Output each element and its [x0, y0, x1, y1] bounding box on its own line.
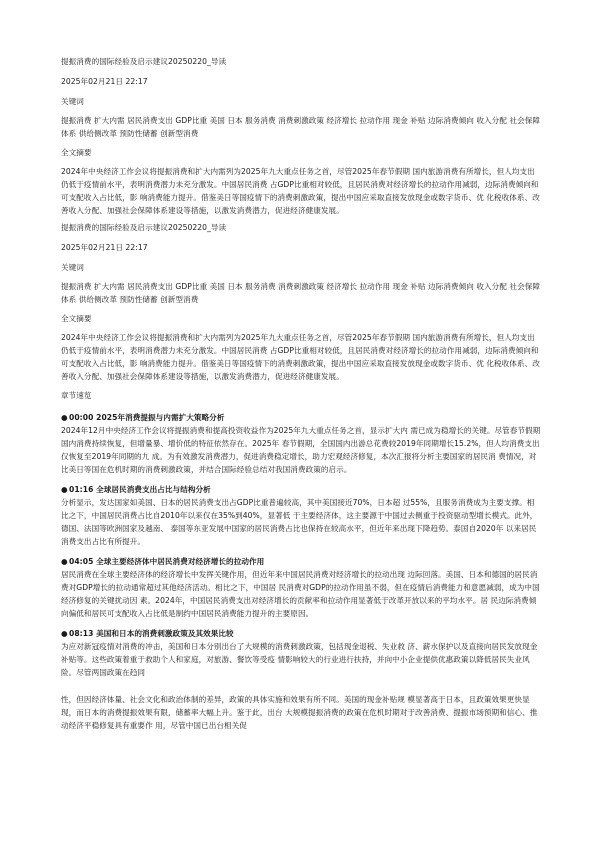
summary-label: 全文摘要 [61, 148, 92, 157]
keywords-text: 提振消费 扩大内需 居民消费支出 GDP比重 美国 日本 服务消费 消费刺激政策 经济增长 拉动作用 现金 补贴 边际消费倾向 收入分配 社会保障体系 供给侧改革 预防性储蓄 创新型消费 [61, 282, 540, 304]
bullet-icon: ● [61, 629, 68, 638]
section-2 [61, 221, 541, 383]
bullet-icon: ● [61, 557, 68, 566]
chapter-title: 08:13 美国和日本的消费刺激政策及其效果比较 [69, 629, 234, 638]
page-break-gap [61, 686, 541, 693]
bullet-icon: ● [61, 485, 68, 494]
chapter-body: 2024年12月中央经济工作会议将提振消费和提高投资收益作为2025年九大重点任务之首，显示扩大内 需已成为稳增长的关键。尽管春节假期国内消费持续恢复，但增量暴、增价低的特征依然存在。2025年 春节假期，全国国内出游总花费较2019年同期增长15.2%，但人均消费支出仅恢复至2019年同期的九 成。为有效激发消费潜力，促进消费稳定增长，助力宏观经济修复，本次汇报将分析主要国家的居民消 费情况，对比美日等国在危机时期的消费刺激政策，并结合国际经验总结对我国消费政策的启示。 [61, 426, 541, 474]
chapter-body: 分析显示，发达国家如美国、日本的居民消费支出占GDP比重普遍较高，其中美国接近70%，日本超 过55%，且服务消费成为主要支撑。相比之下，中国居民消费占比自2010年以来仅在35%到40%，显著低 于主要经济体，这主要源于中国过去侧重于投资驱动型增长模式。此外，德国、法国等欧洲国家及越南、 泰国等东亚发展中国家的居民消费占比也保持在较高水平，但近年来出现下降趋势。泰国自2020年 以来居民消费支出占比有所提升。 [61, 498, 538, 546]
chapters-label: 章节速览 [61, 391, 92, 400]
document-date: 2025年02月21日 22:17 [61, 243, 148, 252]
document-title: 提振消费的国际经验及启示建议20250220_导读 [61, 223, 227, 232]
summary-text: 2024年中央经济工作会议将提振消费和扩大内需列为2025年九大重点任务之首，尽管2025年春节假期 国内旅游消费有所增长，但人均支出仍低于疫情前水平，表明消费潜力未充分激发。中国居民消费 占GDP比重相对较低，且居民消费对经济增长的拉动作用减弱，边际消费倾向和可支配收入占比低，影 响消费能力提升。借鉴美日等国疫情下的消费刺激政策，提出中国应采取直接发放现金或数字货币、优 化税收体系、改善收入分配、加强社会保障体系建设等措施，以激发消费潜力，促进经济健康发展。 [61, 167, 540, 215]
chapter-item [61, 555, 541, 620]
document-title: 提振消费的国际经验及启示建议20250220_导读 [61, 57, 227, 66]
section-1 [61, 55, 541, 217]
chapter-title: 00:00 2025年消费提振与内需扩大策略分析 [69, 413, 225, 422]
chapter-title: 04:05 全球主要经济体中居民消费对经济增长的拉动作用 [69, 557, 265, 566]
keywords-label: 关键词 [61, 97, 84, 106]
keywords-label: 关键词 [61, 263, 84, 272]
summary-label: 全文摘要 [61, 314, 92, 323]
document-date: 2025年02月21日 22:17 [61, 77, 148, 86]
chapter-item [61, 483, 541, 548]
chapter-item [61, 627, 541, 679]
chapter-title: 01:16 全球居民消费支出占比与结构分析 [69, 485, 211, 494]
chapter-body: 居民消费在全球主要经济体的经济增长中发挥关键作用，但近年来中国居民消费对经济增长的拉动出现 边际回落。美国、日本和德国的居民消费对GDP增长的拉动通常超过其他经济活动。相比之下，中国居 民消费对GDP的拉动作用虽不弱，但在疫情后消费能力和意愿减弱，成为中国经济修复的关键扰动因 素。2024年，中国居民消费支出对经济增长的贡献率和拉动作用显著低于改革开放以来的平均水平。居 民边际消费倾向偏低和居民可支配收入占比低是制约中国居民消费能力提升的主要原因。 [61, 570, 540, 618]
chapter-body-continued: 性，但因经济体量、社会文化和政治体制的差异，政策的具体实施和效果有所不同。美国的现金补贴规 模显著高于日本，且政策效果更快显现，而日本的消费提振效果有限，储蓄率大幅上升。鉴于此，出台 大规模提振消费的政策在危机时期对于改善消费、提振市场预期和信心、推动经济平稳修复具有重要作 用，尽管中国已出台相关促 [61, 695, 538, 730]
document-page [61, 55, 541, 732]
summary-text: 2024年中央经济工作会议将提振消费和扩大内需列为2025年九大重点任务之首，尽管2025年春节假期 国内旅游消费有所增长，但人均支出仍低于疫情前水平，表明消费潜力未充分激发。中国居民消费 占GDP比重相对较低，且居民消费对经济增长的拉动作用减弱，边际消费倾向和可支配收入占比低，影 响消费能力提升。借鉴美日等国疫情下的消费刺激政策，提出中国应采取直接发放现金或数字货币、优 化税收体系、改善收入分配、加强社会保障体系建设等措施，以激发消费潜力，促进经济健康发展。 [61, 333, 540, 381]
bullet-icon: ● [61, 413, 68, 422]
keywords-text: 提振消费 扩大内需 居民消费支出 GDP比重 美国 日本 服务消费 消费刺激政策 经济增长 拉动作用 现金 补贴 边际消费倾向 收入分配 社会保障体系 供给侧改革 预防性储蓄 创新型消费 [61, 116, 540, 138]
chapter-item [61, 411, 541, 476]
chapter-body: 为应对新冠疫情对消费的冲击，美国和日本分别出台了大规模的消费刺激政策，包括现金退税、失业救 济、薪水保护以及直接向居民发放现金补贴等。这些政策着重于救助个人和家庭，对旅游、餐饮等受疫 情影响较大的行业进行扶持，并向中小企业提供优惠政策以降低居民失业风险。尽管两国政策在趋同 [61, 642, 538, 677]
